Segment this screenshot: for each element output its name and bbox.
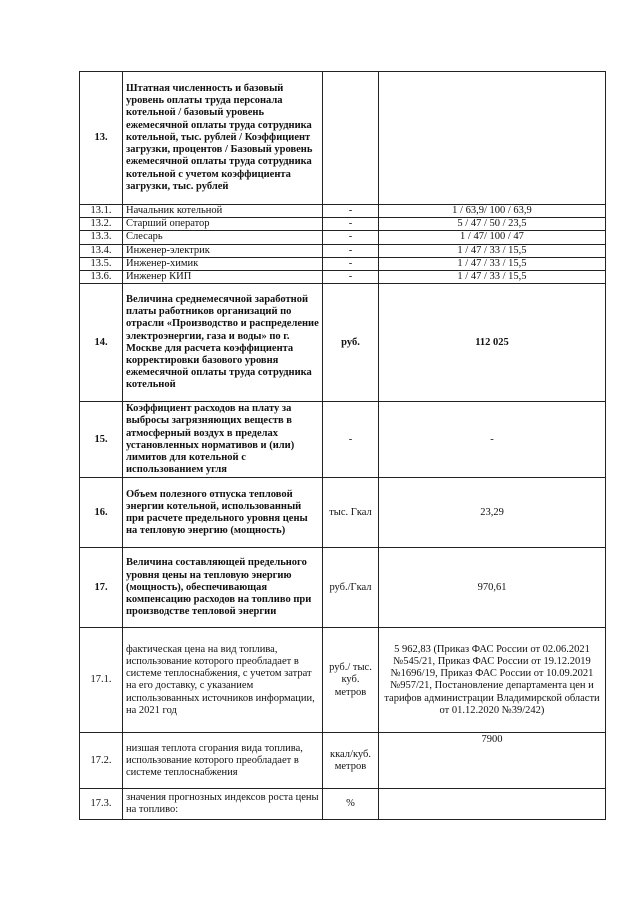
row-number: 17. <box>80 548 123 628</box>
row-number: 17.1. <box>80 628 123 733</box>
row-unit: - <box>323 205 379 218</box>
table-row <box>80 218 606 231</box>
row-number: 13.2. <box>80 218 123 231</box>
row-unit: - <box>323 218 379 231</box>
table-row <box>80 271 606 284</box>
row-unit: - <box>323 231 379 244</box>
row-unit: руб./Гкал <box>323 548 379 628</box>
row-unit: - <box>323 244 379 257</box>
row-value: 112 025 <box>379 284 606 402</box>
row-value: 5 962,83 (Приказ ФАС России от 02.06.2021 №545/21, Приказ ФАС России от 19.12.2019 №1696/19, Приказ ФАС России от 10.09.2021 №957/21, Постановление департамента цен и тарифов администрации Владимирской области от 01.12.2020 №39/242) <box>379 628 606 733</box>
row-value: 1 / 63,9/ 100 / 63,9 <box>379 205 606 218</box>
row-name: Коэффициент расходов на плату за выбросы загрязняющих веществ в атмосферный воздух в пределах установленных нормативов и (или) лимитов для котельной с использованием угля <box>123 402 323 478</box>
row-unit: руб./ тыс. куб. метров <box>323 628 379 733</box>
table-row <box>80 257 606 270</box>
table-row <box>80 733 606 789</box>
row-name: Инженер-химик <box>123 257 323 270</box>
row-number: 13. <box>80 72 123 205</box>
row-name: Величина составляющей предельного уровня цены на тепловую энергию (мощность), обеспечивающая компенсацию расходов на топливо при производстве тепловой энергии <box>123 548 323 628</box>
table-row <box>80 478 606 548</box>
row-name: фактическая цена на вид топлива, использование которого преобладает в системе теплоснабжения, с учетом затрат на его доставку, с указанием использованных источников информации, на 2021 год <box>123 628 323 733</box>
row-value: 970,61 <box>379 548 606 628</box>
row-value: 5 / 47 / 50 / 23,5 <box>379 218 606 231</box>
row-number: 13.1. <box>80 205 123 218</box>
row-value: 1 / 47/ 100 / 47 <box>379 231 606 244</box>
row-name: Объем полезного отпуска тепловой энергии котельной, использованный при расчете предельного уровня цены на тепловую энергию (мощность) <box>123 478 323 548</box>
row-unit: руб. <box>323 284 379 402</box>
row-value: 7900 <box>379 733 606 789</box>
row-name: Величина среднемесячной заработной платы работников организаций по отрасли «Производство и распределение электроэнергии, газа и воды» по г. Москве для расчета коэффициента корректировки базового уровня ежемесячной оплаты труда сотрудника котельной <box>123 284 323 402</box>
table-row <box>80 548 606 628</box>
row-number: 15. <box>80 402 123 478</box>
row-unit: - <box>323 271 379 284</box>
row-unit: ккал/куб. метров <box>323 733 379 789</box>
table-row <box>80 789 606 820</box>
row-number: 17.2. <box>80 733 123 789</box>
table-row <box>80 244 606 257</box>
table-row <box>80 284 606 402</box>
row-number: 16. <box>80 478 123 548</box>
table-row <box>80 402 606 478</box>
row-name: Старший оператор <box>123 218 323 231</box>
row-number: 13.6. <box>80 271 123 284</box>
row-name: Инженер КИП <box>123 271 323 284</box>
table-row <box>80 628 606 733</box>
row-name: Штатная численность и базовый уровень оплаты труда персонала котельной / базовый уровень ежемесячной оплаты труда сотрудника котельной, тыс. рублей / Коэффициент загрузки, процентов / Базовый уровень ежемесячной оплаты труда сотрудника котельной с учетом коэффициента загрузки, тыс. рублей <box>123 72 323 205</box>
row-value: 23,29 <box>379 478 606 548</box>
row-number: 17.3. <box>80 789 123 820</box>
table-row <box>80 231 606 244</box>
row-number: 14. <box>80 284 123 402</box>
row-unit: % <box>323 789 379 820</box>
row-name: Инженер-электрик <box>123 244 323 257</box>
table-row <box>80 72 606 205</box>
row-number: 13.3. <box>80 231 123 244</box>
row-value: - <box>379 402 606 478</box>
row-value: 1 / 47 / 33 / 15,5 <box>379 271 606 284</box>
row-unit <box>323 72 379 205</box>
row-name: Слесарь <box>123 231 323 244</box>
table-row <box>80 205 606 218</box>
row-name: Начальник котельной <box>123 205 323 218</box>
row-value: 1 / 47 / 33 / 15,5 <box>379 244 606 257</box>
tariff-table <box>79 71 606 820</box>
row-value <box>379 72 606 205</box>
row-unit: - <box>323 402 379 478</box>
row-value: 1 / 47 / 33 / 15,5 <box>379 257 606 270</box>
row-number: 13.4. <box>80 244 123 257</box>
row-value <box>379 789 606 820</box>
row-number: 13.5. <box>80 257 123 270</box>
row-unit: тыс. Гкал <box>323 478 379 548</box>
row-name: значения прогнозных индексов роста цены на топливо: <box>123 789 323 820</box>
row-name: низшая теплота сгорания вида топлива, использование которого преобладает в системе теплоснабжения <box>123 733 323 789</box>
row-unit: - <box>323 257 379 270</box>
